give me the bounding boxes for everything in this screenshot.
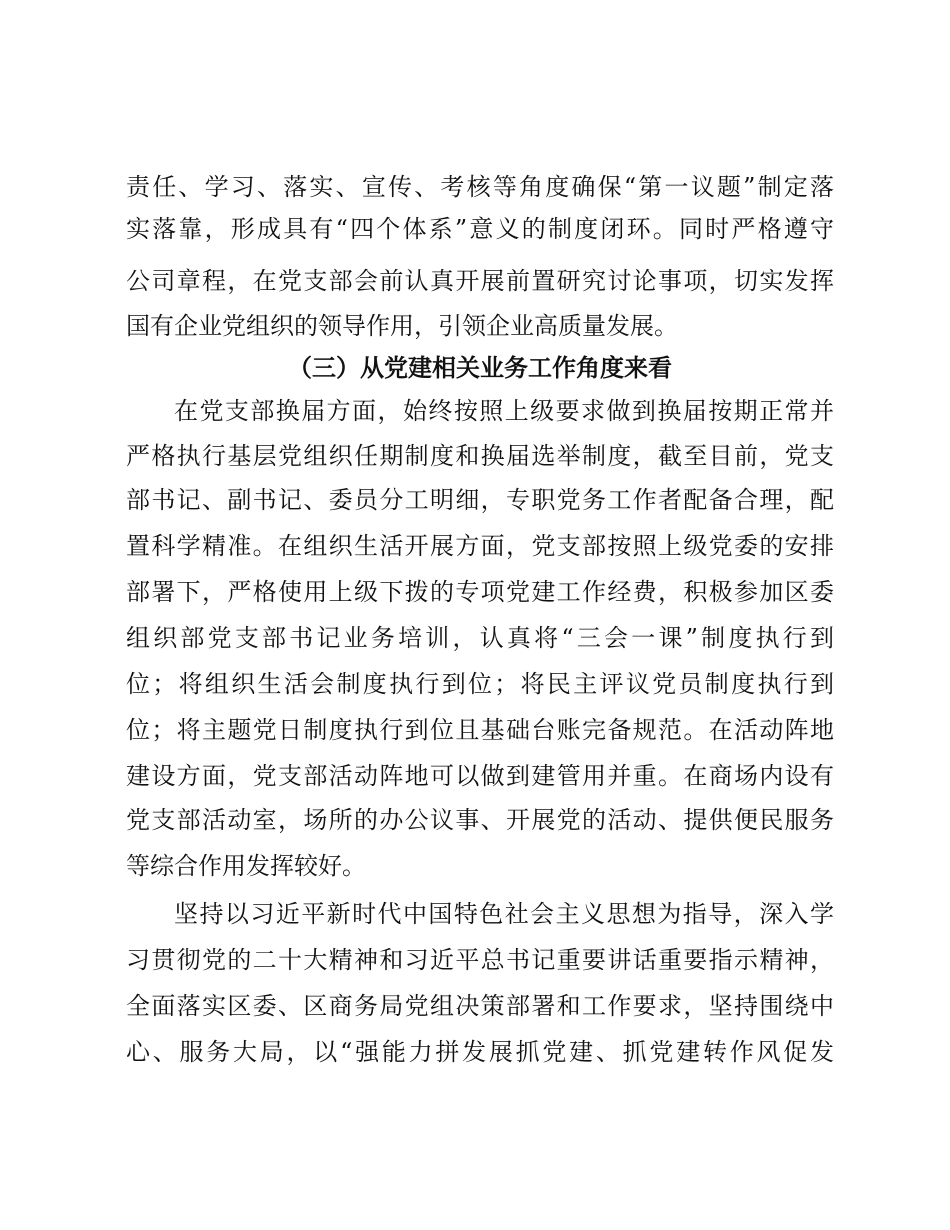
para2-line: 部署下，严格使用上级下拨的专项党建工作经费，积极参加区委 bbox=[126, 578, 834, 606]
para2-line: 在党支部换届方面，始终按照上级要求做到换届按期正常并 bbox=[174, 397, 834, 425]
para3-line: 全面落实区委、区商务局党组决策部署和工作要求，坚持围绕中 bbox=[126, 992, 834, 1020]
section-heading: （三）从党建相关业务工作角度来看 bbox=[288, 353, 672, 382]
para2-line: 位；将主题党日制度执行到位且基础台账完备规范。在活动阵地 bbox=[126, 716, 834, 744]
para3-line: 坚持以习近平新时代中国特色社会主义思想为指导，深入学 bbox=[174, 900, 834, 928]
para2-line: 位；将组织生活会制度执行到位；将民主评议党员制度执行到 bbox=[126, 670, 834, 698]
para3-line: 心、服务大局，以“强能力拼发展抓党建、抓党建转作风促发 bbox=[126, 1038, 834, 1066]
para1-line: 责任、学习、落实、宣传、考核等角度确保“第一议题”制定落 bbox=[126, 173, 834, 201]
para1-line: 国有企业党组织的领导作用，引领企业高质量发展。 bbox=[126, 312, 678, 340]
para2-line: 置科学精准。在组织生活开展方面，党支部按照上级党委的安排 bbox=[126, 532, 834, 560]
para2-line: 党支部活动室，场所的办公议事、开展党的活动、提供便民服务 bbox=[126, 806, 834, 834]
para1-line: 公司章程，在党支部会前认真开展前置研究讨论事项，切实发挥 bbox=[126, 267, 834, 295]
para2-line: 严格执行基层党组织任期制度和换届选举制度，截至目前，党支 bbox=[126, 442, 834, 470]
para2-line: 组织部党支部书记业务培训，认真将“三会一课”制度执行到 bbox=[126, 624, 834, 652]
para2-line: 建设方面，党支部活动阵地可以做到建管用并重。在商场内设有 bbox=[126, 762, 834, 790]
para3-line: 习贯彻党的二十大精神和习近平总书记重要讲话重要指示精神， bbox=[126, 946, 834, 974]
para2-line: 部书记、副书记、委员分工明细，专职党务工作者配备合理，配 bbox=[126, 486, 834, 514]
para2-line: 等综合作用发挥较好。 bbox=[126, 852, 366, 880]
para1-line: 实落靠，形成具有“四个体系”意义的制度闭环。同时严格遵守 bbox=[126, 215, 834, 243]
